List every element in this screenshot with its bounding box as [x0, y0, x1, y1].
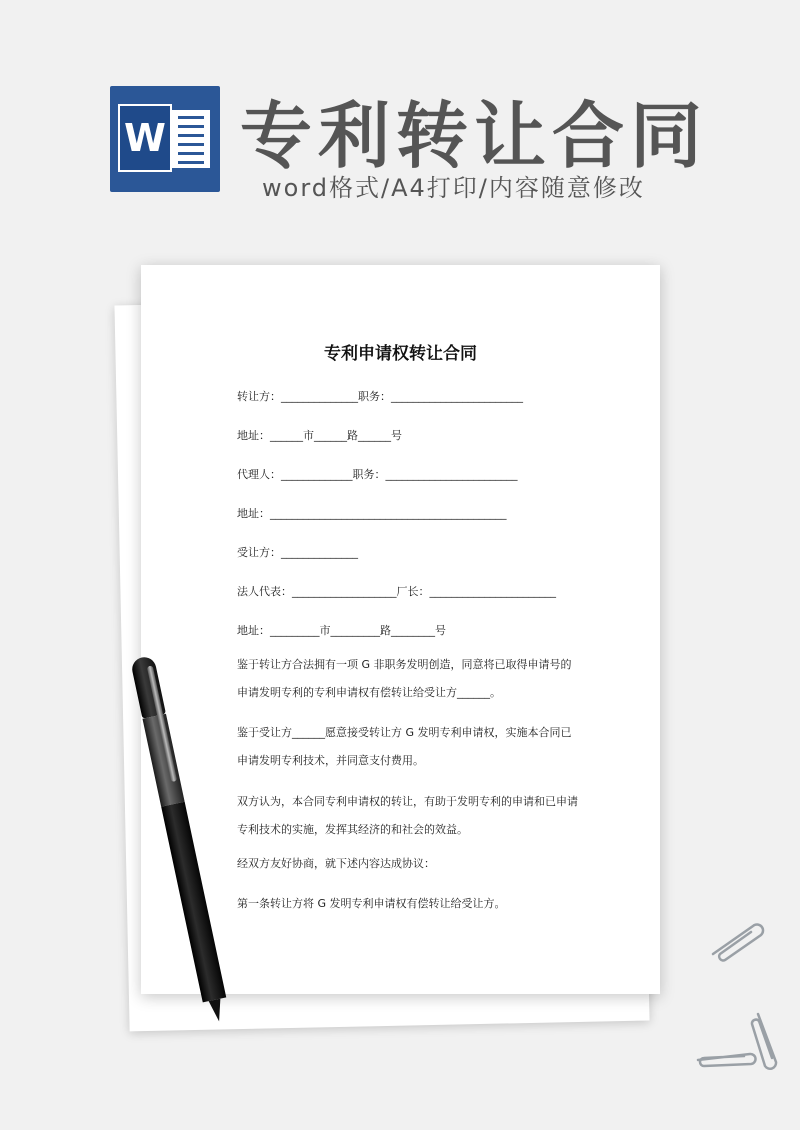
field-address-2: 地址：___________________________________________	[237, 507, 507, 520]
field-address-1: 地址：______市______路______号	[237, 429, 402, 442]
field-transferee: 受让方：______________	[237, 546, 358, 559]
page-subtitle: word格式/A4打印/内容随意修改	[262, 174, 645, 202]
field-transferor: 转让方：______________职务：________________________	[237, 390, 523, 403]
page-title: 专利转让合同	[240, 94, 709, 178]
field-legal-rep: 法人代表：___________________厂长：_______________________	[237, 585, 556, 598]
paperclip-icon	[694, 1044, 758, 1070]
word-letter: W	[118, 104, 172, 172]
field-agent: 代理人：_____________职务：________________________	[237, 468, 518, 481]
word-logo-icon	[110, 86, 220, 192]
paragraph-3: 双方认为，本合同专利申请权的转让，有助于发明专利的申请和已申请专利技术的实施，发挥其经济的和社会的效益。	[237, 795, 578, 836]
paragraph-4: 经双方友好协商，就下述内容达成协议：	[237, 857, 435, 870]
document-page	[141, 265, 660, 994]
paragraph-5: 第一条转让方将 G 发明专利申请权有偿转让给受让方。	[237, 897, 506, 910]
paperclip-icon	[705, 918, 767, 962]
field-address-3: 地址：_________市_________路________号	[237, 624, 446, 637]
document-title: 专利申请权转让合同	[324, 344, 477, 364]
paragraph-2: 鉴于受让方______愿意接受转让方 G 发明专利申请权，实施本合同已申请发明专利技术，并同意支付费用。	[237, 726, 572, 767]
paragraph-1: 鉴于转让方合法拥有一项 G 非职务发明创造，同意将已取得申请号的申请发明专利的专利申请权有偿转让给受让方______。	[237, 658, 572, 699]
document-lines-icon	[172, 110, 210, 168]
